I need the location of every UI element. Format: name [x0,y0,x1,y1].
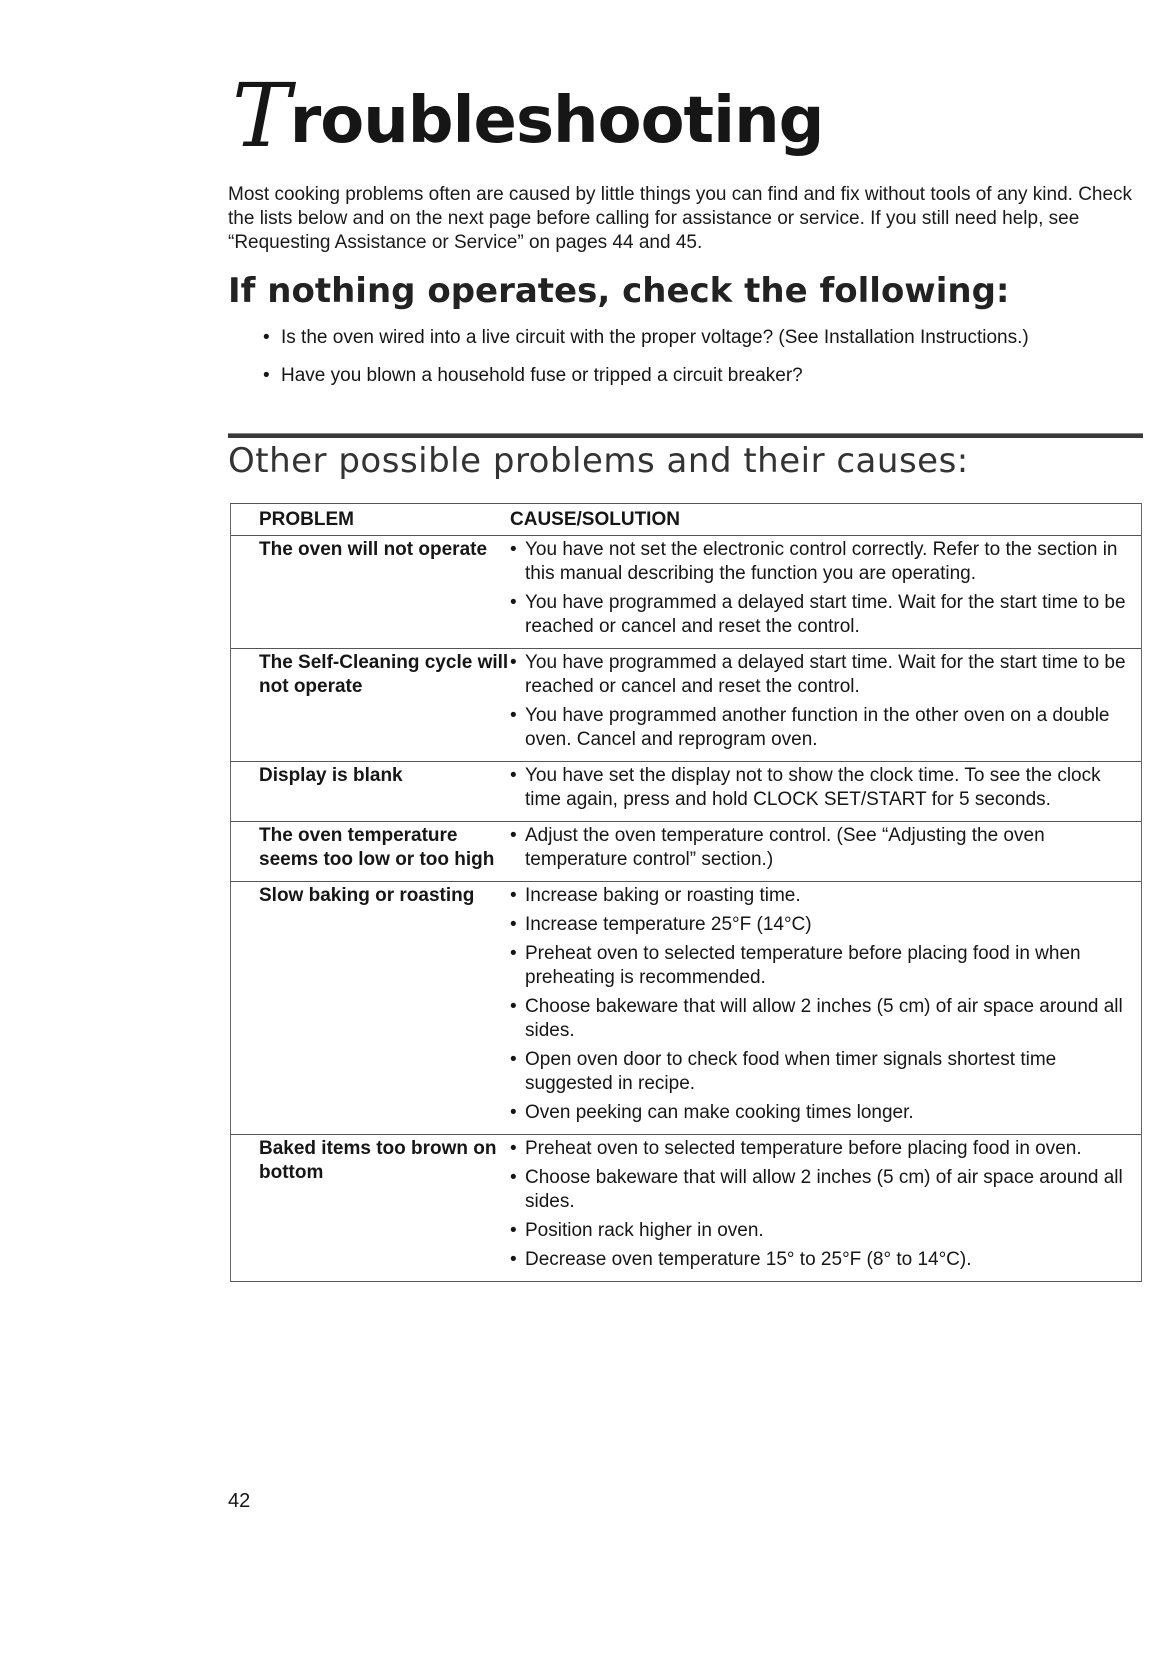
other-problems-heading: Other possible problems and their causes: [228,441,969,481]
cause-list [510,884,1141,1125]
column-header-cause: CAUSE/SOLUTION [510,504,1142,536]
cause-item: • Oven peeking can make cooking times longer. [510,1101,1141,1125]
cause-item: • You have programmed a delayed start time. Wait for the start time to be reached or cancel and reset the control. [510,651,1141,699]
cause-item: • You have set the display not to show the clock time. To see the clock time again, press and hold CLOCK SET/START for 5 seconds. [510,764,1141,812]
table-row [231,822,1142,882]
cause-item: • You have programmed a delayed start time. Wait for the start time to be reached or cancel and reset the control. [510,591,1141,639]
troubleshooting-table [230,503,1142,1282]
page-title [232,64,824,167]
cause-cell [510,536,1142,649]
cause-item: • You have not set the electronic control correctly. Refer to the section in this manual describing the function you are operating. [510,538,1141,586]
cause-cell [510,1135,1142,1282]
cause-list [510,824,1141,872]
cause-cell [510,882,1142,1135]
cause-cell [510,822,1142,882]
problem-cell: The oven temperature seems too low or too high [231,822,511,882]
table-row [231,1135,1142,1282]
table-row [231,536,1142,649]
section-divider [228,433,1143,438]
column-header-problem: PROBLEM [231,504,511,536]
table-row [231,882,1142,1135]
problem-cell: Display is blank [231,762,511,822]
cause-item: • Increase baking or roasting time. [510,884,1141,908]
problem-cell: Slow baking or roasting [231,882,511,1135]
cause-item: • Open oven door to check food when timer signals shortest time suggested in recipe. [510,1048,1141,1096]
title-rest: roubleshooting [289,84,824,158]
list-item: • Is the oven wired into a live circuit with the proper voltage? (See Installation Instructions.) [263,326,1083,350]
cause-item: • You have programmed another function in the other oven on a double oven. Cancel and reprogram oven. [510,704,1141,752]
cause-item: • Decrease oven temperature 15° to 25°F (8° to 14°C). [510,1248,1141,1272]
problem-cell: The Self-Cleaning cycle will not operate [231,649,511,762]
cause-item: • Preheat oven to selected temperature before placing food in oven. [510,1137,1141,1161]
list-item: • Have you blown a household fuse or tripped a circuit breaker? [263,364,1083,388]
title-initial: T [232,64,290,167]
cause-item: • Choose bakeware that will allow 2 inches (5 cm) of air space around all sides. [510,1166,1141,1214]
cause-item: • Increase temperature 25°F (14°C) [510,913,1141,937]
cause-list [510,538,1141,639]
nothing-operates-list [263,326,1083,402]
table-body [231,536,1142,1282]
cause-item: • Adjust the oven temperature control. (See “Adjusting the oven temperature control” section.) [510,824,1141,872]
page-number: 42 [228,1490,251,1512]
nothing-operates-heading: If nothing operates, check the following: [228,271,1010,311]
cause-item: • Choose bakeware that will allow 2 inches (5 cm) of air space around all sides. [510,995,1141,1043]
cause-list [510,651,1141,752]
table-header-row [231,504,1142,536]
cause-cell [510,762,1142,822]
table-row [231,649,1142,762]
cause-list [510,764,1141,812]
problem-cell: Baked items too brown on bottom [231,1135,511,1282]
intro-paragraph: Most cooking problems often are caused by little things you can find and fix without tools of any kind. Check the lists below and on the next page before calling for assistance or service. If you still need help, see “Requesting Assistance or Service” on pages 44 and 45. [228,184,1133,253]
cause-item: • Position rack higher in oven. [510,1219,1141,1243]
cause-cell [510,649,1142,762]
table-row [231,762,1142,822]
cause-item: • Preheat oven to selected temperature before placing food in when preheating is recommended. [510,942,1141,990]
cause-list [510,1137,1141,1272]
problem-cell: The oven will not operate [231,536,511,649]
